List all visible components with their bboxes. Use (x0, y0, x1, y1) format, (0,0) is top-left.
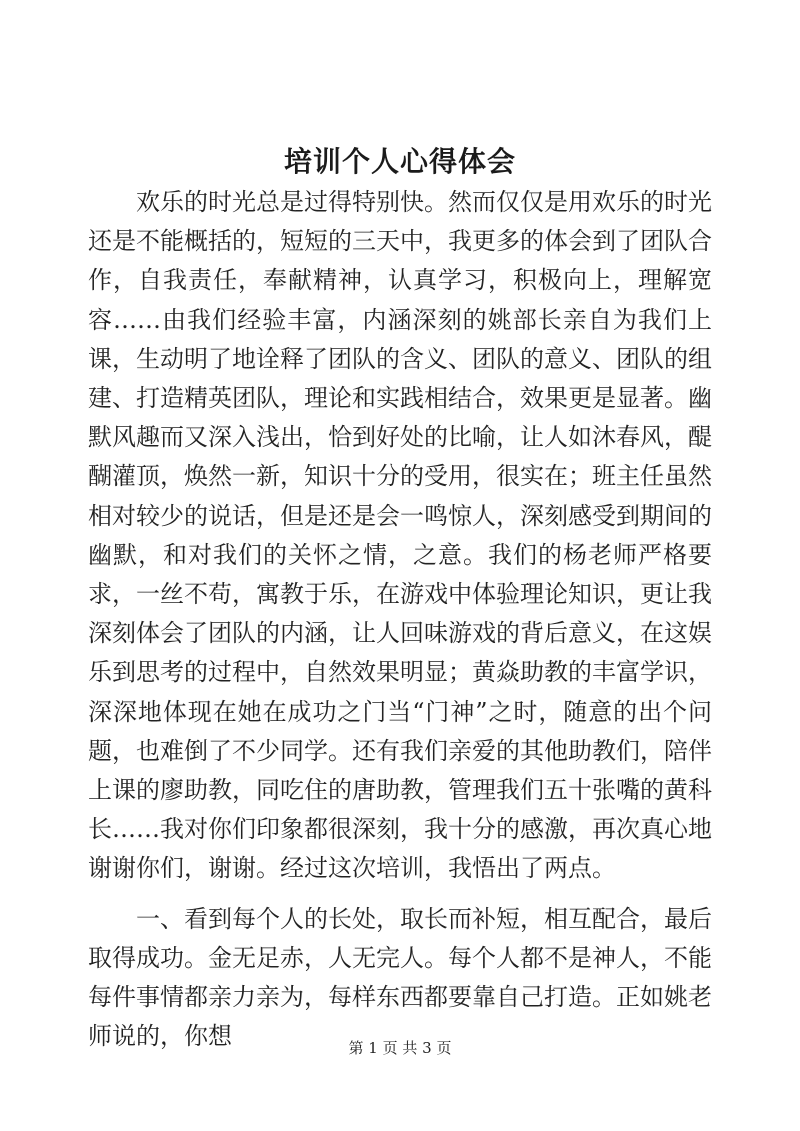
paragraph-1: 欢乐的时光总是过得特别快。然而仅仅是用欢乐的时光还是不能概括的，短短的三天中，我更多的体会到了团队合作，自我责任，奉献精神，认真学习，积极向上，理解宽容……由我们经验丰富，内涵深刻的姚部长亲自为我们上课，生动明了地诠释了团队的含义、团队的意义、团队的组建、打造精英团队，理论和实践相结合，效果更是显著。幽默风趣而又深入浅出，恰到好处的比喻，让人如沐春风，醍醐灌顶，焕然一新，知识十分的受用，很实在；班主任虽然相对较少的说话，但是还是会一鸣惊人，深刻感受到期间的幽默，和对我们的关怀之情，之意。我们的杨老师严格要求，一丝不苟，寓教于乐，在游戏中体验理论知识，更让我深刻体会了团队的内涵，让人回味游戏的背后意义，在这娱乐到思考的过程中，自然效果明显；黄焱助教的丰富学识，深深地体现在她在成功之门当“门神”之时，随意的出个问题，也难倒了不少同学。还有我们亲爱的其他助教们，陪伴上课的廖助教，同吃住的唐助教，管理我们五十张嘴的黄科长……我对你们印象都很深刻，我十分的感激，再次真心地谢谢你们，谢谢。经过这次培训，我悟出了两点。 (88, 188, 712, 883)
document-title: 培训个人心得体会 (283, 145, 516, 178)
paragraph-2: 一、看到每个人的长处，取长而补短，相互配合，最后取得成功。金无足赤，人无完人。每个人都不是神人，不能每件事情都亲力亲为，每样东西都要靠自己打造。正如姚老师说的，你想 (88, 904, 712, 1051)
page-footer: 第 1 页 共 3 页 (348, 1039, 452, 1057)
document-body (88, 183, 712, 1056)
